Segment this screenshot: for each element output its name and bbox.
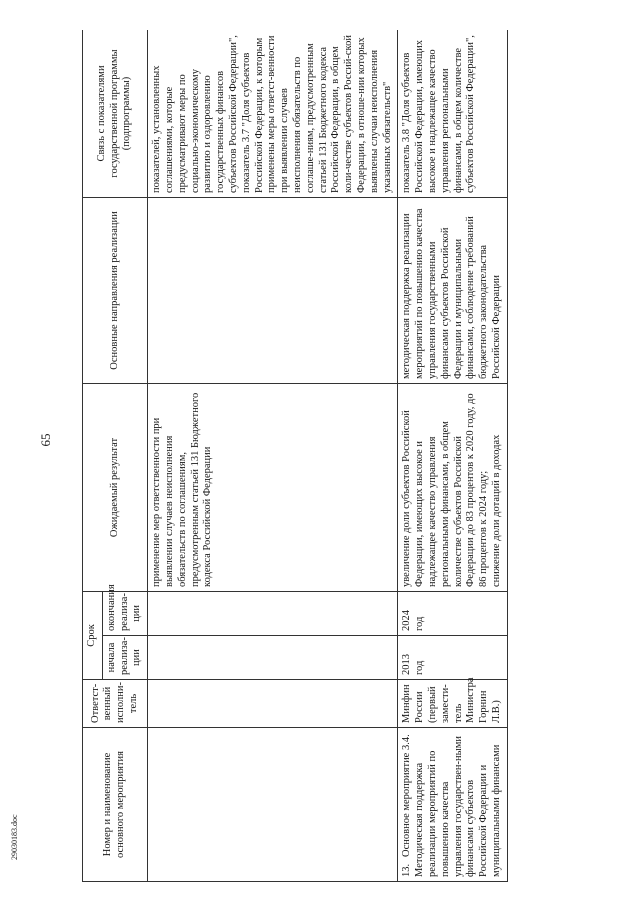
program-activities-table	[82, 30, 508, 882]
cell-start: 2013 год	[398, 636, 507, 680]
table-row	[398, 30, 507, 882]
header-end: окончания реализа-ции	[102, 591, 147, 635]
header-link: Связь с показателями государственной программы (подпрограммы)	[83, 30, 148, 197]
header-activity: Номер и наименование основного мероприятия	[83, 728, 148, 882]
header-executor: Ответст-венный исполни-тель	[83, 680, 148, 728]
cell-result: увеличение доли субъектов Российской Федерации, имеющих высокое и надлежащее качество управления региональными финансами, в общем количестве субъектов Российской Федерации до 83 процентов к 2020 году, до 86 процентов к 2024 году; снижение доли дотаций в доходах	[398, 383, 507, 591]
cell-end-empty	[148, 591, 398, 635]
cell-end: 2024 год	[398, 591, 507, 635]
rotated-page-area	[82, 30, 622, 882]
activity-text: Основное мероприятие 3.4. Методическая поддержка реализации мероприятий по повышению качества управления государствен-ными финансами субъектов Российской Федерации и муниципальными финансами	[401, 734, 502, 877]
row-number: 13.	[401, 863, 413, 877]
cell-directions-empty	[148, 197, 398, 383]
cell-activity	[398, 728, 507, 882]
table-row	[148, 30, 398, 882]
cell-link: показателей, установленных соглашениями, которые предусматривают меры по социально-экономическому развитию и оздоровлению государственных финансов субъектов Российской Федерации", показатель 3.7 "Доля субъектов Российской Федерации, к которым применены меры ответст-венности при выявлении случаев неисполнения обязательств по соглаше-ниям, предусмотренным статьей 131 Бюджетного кодекса Российской Федерации, в общем коли-честве субъектов Россий-ской Федерации, в отноше-нии которых выявлены случаи неисполнения указанных обязательств"	[148, 30, 398, 197]
cell-executor-empty	[148, 680, 398, 728]
table-header-row	[83, 30, 103, 882]
cell-executor: Минфин России (первый замести-тель Министра Горнин Л.В.)	[398, 680, 507, 728]
landscape-table-canvas	[82, 30, 622, 882]
cell-directions: методическая поддержка реализации мероприятий по повышению качества управления государственными финансами субъектов Российской Федерации и муниципальными финансами, соблюдение требований бюджетного законодательства Российской Федерации	[398, 197, 507, 383]
cell-activity-empty	[148, 728, 398, 882]
cell-start-empty	[148, 636, 398, 680]
header-start: начала реализа-ции	[102, 636, 147, 680]
cell-result: применение мер ответственности при выявлении случаев неисполнения обязательств по соглашениям, предусмотренным статьей 131 Бюджетного кодекса Российской Федерации	[148, 383, 398, 591]
page-number: 65	[38, 433, 53, 447]
cell-link: показатель 3.8 "Доля субъектов Российской Федерации, имеющих высокое и надлежащее качество управления региональными финансами, в общем количестве субъектов Российской Федерации",	[398, 30, 507, 197]
header-directions: Основные направления реализации	[83, 197, 148, 383]
header-result: Ожидаемый результат	[83, 383, 148, 591]
header-term: Срок	[83, 591, 103, 679]
document-reference: 29030183.doc	[10, 814, 19, 860]
